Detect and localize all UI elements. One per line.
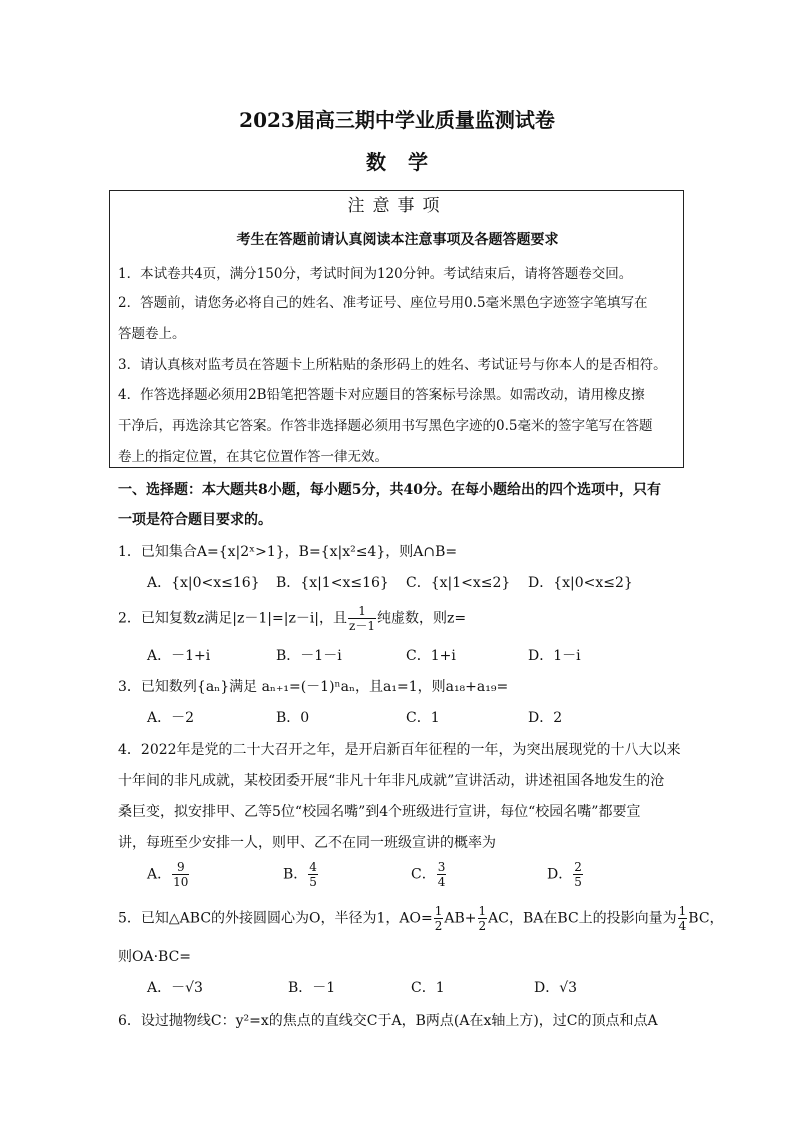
question-1-stem: 1．已知集合A={x|2ˣ>1}，B={x|x²≤4}，则A∩B= xyxy=(118,544,458,560)
question-3-option-d[interactable]: D．2 xyxy=(528,710,563,726)
notice-line: 答题卷上。 xyxy=(118,326,186,342)
question-4-line: 4．2022年是党的二十大召开之年，是开启新百年征程的一年，为突出展现党的十八大以来 xyxy=(118,742,681,758)
question-3-stem: 3．已知数列{aₙ}满足 aₙ₊₁=(－1)ⁿaₙ，且a₁=1，则a₁₈+a₁₉= xyxy=(118,679,509,695)
question-4-line: 讲，每班至少安排一人，则甲、乙不在同一班级宣讲的概率为 xyxy=(118,835,496,851)
subject-title: 数学 xyxy=(366,150,450,174)
notice-box xyxy=(109,190,684,468)
question-2-option-b[interactable]: B．－1－i xyxy=(276,648,342,664)
question-5-option-c[interactable]: C．1 xyxy=(411,980,445,996)
question-5-option-b[interactable]: B．－1 xyxy=(288,980,336,996)
question-2-option-c[interactable]: C．1+i xyxy=(406,648,456,664)
question-4-option-b[interactable]: B． $\frac{4}{5}$ xyxy=(283,860,317,889)
question-4-option-d[interactable]: D． $\frac{2}{5}$ xyxy=(547,860,582,889)
question-3-option-a[interactable]: A．－2 xyxy=(147,710,195,726)
question-2-option-a[interactable]: A．－1+i xyxy=(147,648,211,664)
notice-line: 干净后，再选涂其它答案。作答非选择题必须用书写黑色字迹的0.5毫米的签字笔写在答题 xyxy=(118,418,653,434)
question-2-stem-b: 纯虚数，则z= xyxy=(377,610,467,627)
notice-line: 3．请认真核对监考员在答题卡上所粘贴的条形码上的姓名、考试证号与你本人的是否相符。 xyxy=(118,357,667,373)
notice-title: 注意事项 xyxy=(347,196,448,216)
question-5-stem: 5．已知△ABC的外接圆圆心为O，半径为1，AO= $\frac{1}{2}$ AB+ $\frac{1}{2}$ AC，BA在BC上的投影向量为 $\frac{1}{4}$ BC， xyxy=(118,904,724,933)
notice-line: 卷上的指定位置，在其它位置作答一律无效。 xyxy=(118,449,388,465)
question-4-option-a[interactable]: A． $\frac{9}{10}$ xyxy=(147,860,189,889)
notice-subtitle: 考生在答题前请认真阅读本注意事项及各题答题要求 xyxy=(236,232,559,248)
question-4-line: 十年间的非凡成就，某校团委开展“非凡十年非凡成就”宣讲活动，讲述祖国各地发生的沧 xyxy=(118,773,665,789)
notice-line: 2．答题前，请您务必将自己的姓名、准考证号、座位号用0.5毫米黑色字迹签字笔填写在 xyxy=(118,295,648,311)
notice-line: 4．作答选择题必须用2B铅笔把答题卡对应题目的答案标号涂黑。如需改动，请用橡皮擦 xyxy=(118,387,645,403)
question-2-stem-a: 2．已知复数z满足|z－1|=|z－i|，且 xyxy=(118,610,348,627)
question-4-line: 桑巨变，拟安排甲、乙等5位“校园名嘴”到4个班级进行宣讲，每位“校园名嘴”都要宣 xyxy=(118,804,641,820)
page-title: 2023届高三期中学业质量监测试卷 xyxy=(239,108,555,132)
question-3-option-c[interactable]: C．1 xyxy=(406,710,440,726)
question-1-option-d[interactable]: D．{x|0<x≤2} xyxy=(528,575,633,591)
question-1-option-c[interactable]: C．{x|1<x≤2} xyxy=(406,575,511,591)
question-6-stem: 6．设过抛物线C：y²=x的焦点的直线交C于A，B两点(A在x轴上方)，过C的顶点和点A xyxy=(118,1013,658,1029)
question-5-option-a[interactable]: A．－√3 xyxy=(147,980,203,996)
question-5-stem-line2: 则OA·BC= xyxy=(118,949,192,965)
question-1-option-a[interactable]: A．{x|0<x≤16} xyxy=(147,575,260,591)
question-2-fraction: $\frac{1}{z-1}$ xyxy=(349,604,375,633)
question-3-option-b[interactable]: B．0 xyxy=(276,710,310,726)
section-heading-cont: 一项是符合题目要求的。 xyxy=(118,512,272,528)
notice-line: 1．本试卷共4页，满分150分，考试时间为120分钟。考试结束后，请将答题卷交回。 xyxy=(118,266,633,282)
question-4-option-c[interactable]: C． $\frac{3}{4}$ xyxy=(411,860,446,889)
question-1-option-b[interactable]: B．{x|1<x≤16} xyxy=(276,575,389,591)
question-2-option-d[interactable]: D．1－i xyxy=(528,648,581,664)
section-heading: 一、选择题：本大题共8小题，每小题5分，共40分。在每小题给出的四个选项中，只有 xyxy=(118,482,661,498)
question-5-option-d[interactable]: D．√3 xyxy=(534,980,578,996)
question-2-stem xyxy=(118,604,466,633)
